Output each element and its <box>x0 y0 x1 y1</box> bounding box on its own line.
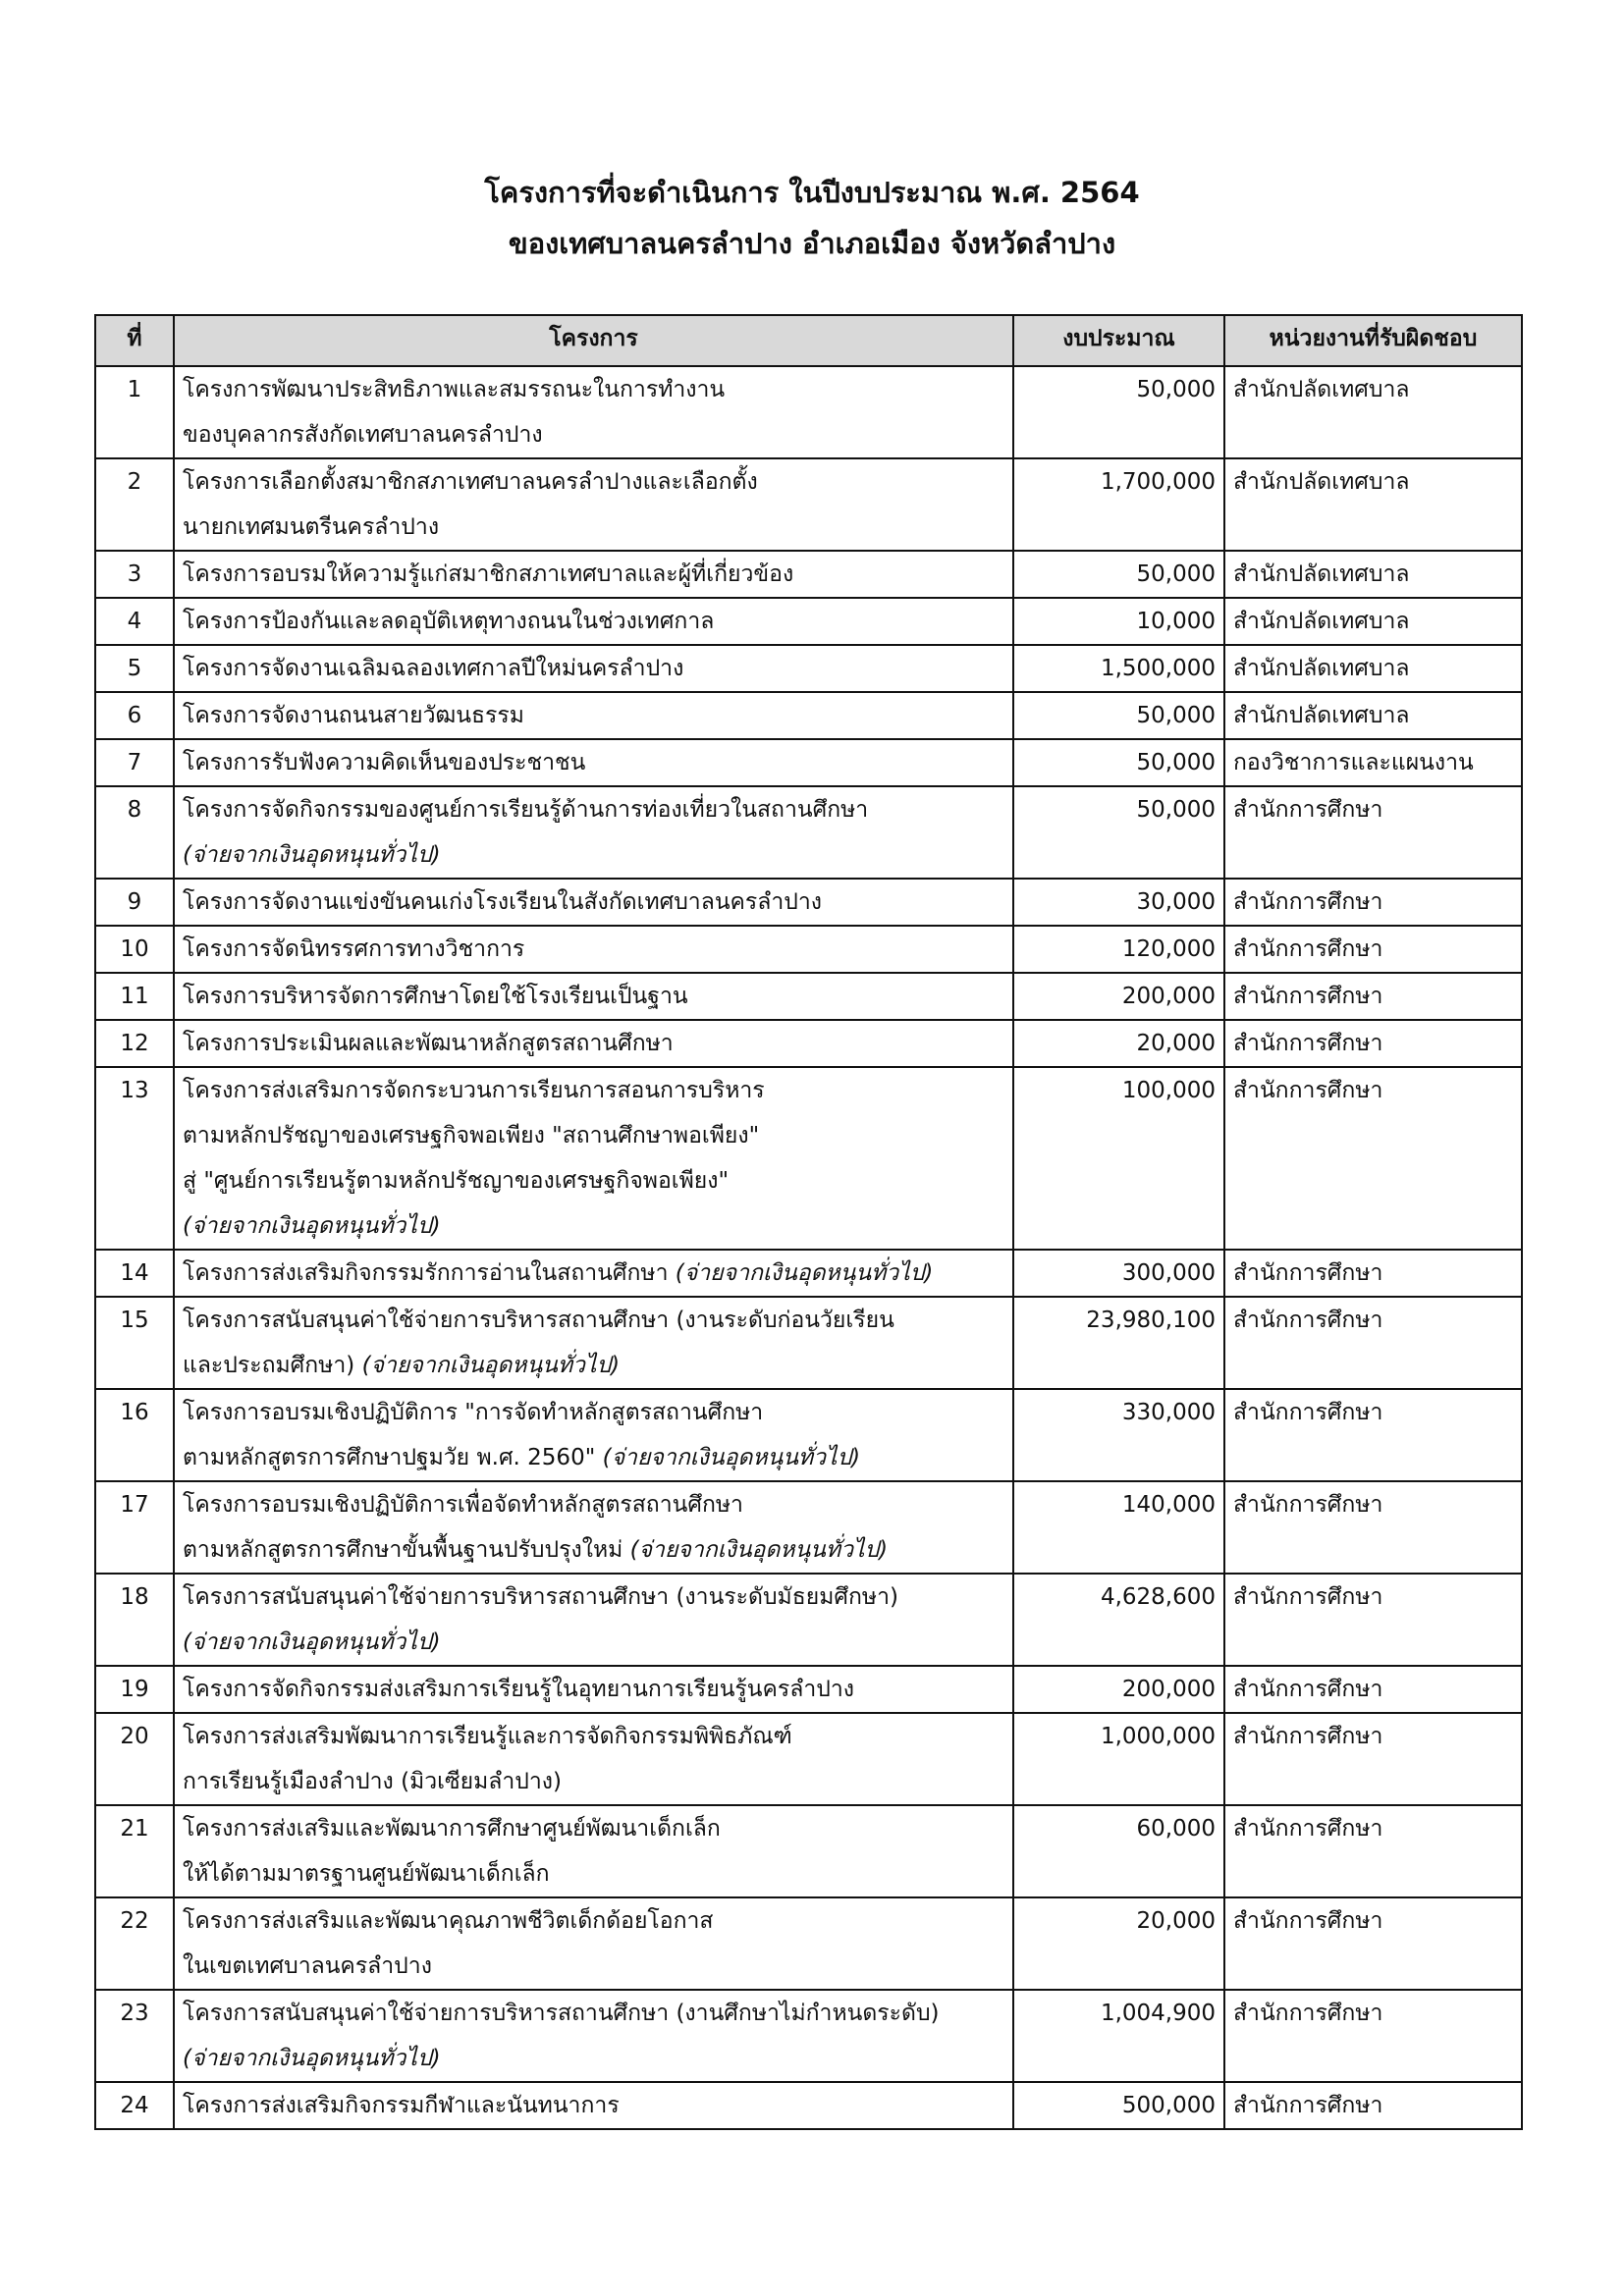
project-line <box>183 693 1004 738</box>
budget-cell: 1,700,000 <box>1013 458 1224 551</box>
project-line <box>183 1620 1004 1665</box>
header-project: โครงการ <box>174 315 1013 366</box>
project-cell <box>174 1990 1013 2082</box>
project-text: โครงการส่งเสริมกิจกรรมรักการอ่านในสถานศึกษา <box>183 1260 676 1286</box>
header-row <box>95 315 1522 366</box>
row-number: 16 <box>95 1389 174 1481</box>
department-cell: สำนักปลัดเทศบาล <box>1224 692 1522 739</box>
budget-cell: 200,000 <box>1013 973 1224 1020</box>
budget-cell: 60,000 <box>1013 1805 1224 1897</box>
budget-cell: 10,000 <box>1013 598 1224 645</box>
budget-cell: 4,628,600 <box>1013 1574 1224 1666</box>
department-cell: สำนักการศึกษา <box>1224 1574 1522 1666</box>
table-row <box>95 1067 1522 1250</box>
row-number: 10 <box>95 926 174 973</box>
budget-cell: 500,000 <box>1013 2082 1224 2129</box>
budget-cell: 140,000 <box>1013 1481 1224 1574</box>
row-number: 3 <box>95 551 174 598</box>
budget-cell: 50,000 <box>1013 739 1224 786</box>
project-line <box>183 1343 1004 1388</box>
department-cell: สำนักการศึกษา <box>1224 1897 1522 1990</box>
project-text: โครงการรับฟังความคิดเห็นของประชาชน <box>183 750 586 775</box>
project-line <box>183 1158 1004 1203</box>
row-number: 24 <box>95 2082 174 2129</box>
budget-cell: 20,000 <box>1013 1020 1224 1067</box>
department-cell: สำนักการศึกษา <box>1224 1389 1522 1481</box>
project-line <box>183 1390 1004 1435</box>
department-cell: กองวิชาการและแผนงาน <box>1224 739 1522 786</box>
project-line <box>183 1113 1004 1158</box>
header-budget: งบประมาณ <box>1013 315 1224 366</box>
project-line <box>183 1806 1004 1851</box>
row-number: 6 <box>95 692 174 739</box>
budget-cell: 200,000 <box>1013 1666 1224 1713</box>
project-text: โครงการบริหารจัดการศึกษาโดยใช้โรงเรียนเป็นฐาน <box>183 984 688 1009</box>
project-cell <box>174 458 1013 551</box>
row-number: 19 <box>95 1666 174 1713</box>
projects-table <box>94 314 1523 2130</box>
table-row <box>95 1297 1522 1389</box>
project-line <box>183 1851 1004 1896</box>
project-text: ในเขตเทศบาลนครลำปาง <box>183 1953 432 1979</box>
project-cell <box>174 1250 1013 1297</box>
project-text: โครงการสนับสนุนค่าใช้จ่ายการบริหารสถานศึกษา (งานระดับก่อนวัยเรียน <box>183 1308 894 1333</box>
funding-note: (จ่ายจากเงินอุดหนุนทั่วไป) <box>675 1260 934 1286</box>
project-cell <box>174 645 1013 692</box>
project-cell <box>174 879 1013 926</box>
department-cell: สำนักการศึกษา <box>1224 879 1522 926</box>
project-cell <box>174 692 1013 739</box>
title-line-1: โครงการที่จะดำเนินการ ในปีงบประมาณ พ.ศ. 2564 <box>484 176 1140 209</box>
project-text: โครงการส่งเสริมและพัฒนาการศึกษาศูนย์พัฒนาเด็กเล็ก <box>183 1816 721 1842</box>
department-cell: สำนักปลัดเทศบาล <box>1224 598 1522 645</box>
project-line <box>183 740 1004 785</box>
table-row <box>95 598 1522 645</box>
project-line <box>183 1527 1004 1573</box>
budget-cell: 1,500,000 <box>1013 645 1224 692</box>
row-number: 5 <box>95 645 174 692</box>
table-row <box>95 973 1522 1020</box>
project-cell <box>174 2082 1013 2129</box>
department-cell: สำนักการศึกษา <box>1224 1250 1522 1297</box>
project-line <box>183 880 1004 925</box>
funding-note: (จ่ายจากเงินอุดหนุนทั่วไป) <box>183 2046 441 2071</box>
project-text: ตามหลักสูตรการศึกษาปฐมวัย พ.ศ. 2560" <box>183 1445 603 1470</box>
funding-note: (จ่ายจากเงินอุดหนุนทั่วไป) <box>183 842 441 868</box>
table-row <box>95 1805 1522 1897</box>
budget-cell: 300,000 <box>1013 1250 1224 1297</box>
project-text: โครงการจัดงานแข่งขันคนเก่งโรงเรียนในสังกัดเทศบาลนครลำปาง <box>183 889 823 915</box>
project-line <box>183 787 1004 832</box>
project-line <box>183 974 1004 1019</box>
project-line <box>183 1759 1004 1804</box>
project-cell <box>174 1897 1013 1990</box>
row-number: 13 <box>95 1067 174 1250</box>
department-cell: สำนักการศึกษา <box>1224 1713 1522 1805</box>
budget-cell: 100,000 <box>1013 1067 1224 1250</box>
department-cell: สำนักปลัดเทศบาล <box>1224 458 1522 551</box>
department-cell: สำนักปลัดเทศบาล <box>1224 551 1522 598</box>
project-cell <box>174 973 1013 1020</box>
project-text: โครงการส่งเสริมกิจกรรมกีฬาและนันทนาการ <box>183 2093 620 2118</box>
project-line <box>183 1251 1004 1296</box>
page-title <box>0 167 1624 269</box>
project-line <box>183 1991 1004 2036</box>
project-line <box>183 552 1004 597</box>
project-text: โครงการป้องกันและลดอุบัติเหตุทางถนนในช่วงเทศกาล <box>183 609 715 634</box>
project-text: โครงการอบรมเชิงปฏิบัติการเพื่อจัดทำหลักสูตรสถานศึกษา <box>183 1492 743 1518</box>
project-line <box>183 646 1004 691</box>
project-line <box>183 1714 1004 1759</box>
project-cell <box>174 1574 1013 1666</box>
project-line <box>183 412 1004 457</box>
funding-note: (จ่ายจากเงินอุดหนุนทั่วไป) <box>183 1213 441 1239</box>
row-number: 12 <box>95 1020 174 1067</box>
project-line <box>183 927 1004 972</box>
table-body <box>95 366 1522 2129</box>
project-text: โครงการอบรมให้ความรู้แก่สมาชิกสภาเทศบาลและผู้ที่เกี่ยวข้อง <box>183 561 794 587</box>
project-line <box>183 459 1004 505</box>
department-cell: สำนักการศึกษา <box>1224 1481 1522 1574</box>
project-text: โครงการจัดนิทรรศการทางวิชาการ <box>183 936 525 962</box>
row-number: 7 <box>95 739 174 786</box>
project-line <box>183 1068 1004 1113</box>
project-text: โครงการส่งเสริมพัฒนาการเรียนรู้และการจัดกิจกรรมพิพิธภัณฑ์ <box>183 1724 792 1749</box>
table-row <box>95 1574 1522 1666</box>
project-line <box>183 367 1004 412</box>
department-cell: สำนักการศึกษา <box>1224 1805 1522 1897</box>
project-text: โครงการประเมินผลและพัฒนาหลักสูตรสถานศึกษา <box>183 1031 674 1056</box>
project-text: โครงการสนับสนุนค่าใช้จ่ายการบริหารสถานศึกษา (งานศึกษาไม่กำหนดระดับ) <box>183 2001 940 2026</box>
table-row <box>95 645 1522 692</box>
table-row <box>95 366 1522 458</box>
project-text: โครงการจัดงานถนนสายวัฒนธรรม <box>183 703 524 728</box>
row-number: 22 <box>95 1897 174 1990</box>
row-number: 18 <box>95 1574 174 1666</box>
department-cell: สำนักการศึกษา <box>1224 926 1522 973</box>
budget-cell: 20,000 <box>1013 1897 1224 1990</box>
row-number: 21 <box>95 1805 174 1897</box>
table-row <box>95 739 1522 786</box>
table-row <box>95 551 1522 598</box>
row-number: 4 <box>95 598 174 645</box>
project-cell <box>174 1020 1013 1067</box>
table-row <box>95 2082 1522 2129</box>
department-cell: สำนักการศึกษา <box>1224 1067 1522 1250</box>
project-line <box>183 1298 1004 1343</box>
project-line <box>183 1944 1004 1989</box>
department-cell: สำนักการศึกษา <box>1224 1990 1522 2082</box>
project-text: โครงการส่งเสริมการจัดกระบวนการเรียนการสอนการบริหาร <box>183 1078 765 1103</box>
project-line <box>183 505 1004 550</box>
table-row <box>95 1481 1522 1574</box>
table-row <box>95 1389 1522 1481</box>
table-row <box>95 458 1522 551</box>
department-cell: สำนักปลัดเทศบาล <box>1224 366 1522 458</box>
row-number: 17 <box>95 1481 174 1574</box>
project-cell <box>174 1481 1013 1574</box>
project-cell <box>174 598 1013 645</box>
budget-cell: 330,000 <box>1013 1389 1224 1481</box>
department-cell: สำนักการศึกษา <box>1224 1297 1522 1389</box>
row-number: 23 <box>95 1990 174 2082</box>
table-row <box>95 786 1522 879</box>
header-no: ที่ <box>95 315 174 366</box>
budget-cell: 50,000 <box>1013 366 1224 458</box>
project-cell <box>174 1666 1013 1713</box>
budget-cell: 1,000,000 <box>1013 1713 1224 1805</box>
project-text: การเรียนรู้เมืองลำปาง (มิวเซียมลำปาง) <box>183 1769 562 1794</box>
project-cell <box>174 739 1013 786</box>
project-line <box>183 1435 1004 1480</box>
project-text: และประถมศึกษา) <box>183 1353 362 1378</box>
budget-cell: 30,000 <box>1013 879 1224 926</box>
budget-cell: 50,000 <box>1013 692 1224 739</box>
funding-note: (จ่ายจากเงินอุดหนุนทั่วไป) <box>629 1537 889 1563</box>
project-line <box>183 1667 1004 1712</box>
project-cell <box>174 1389 1013 1481</box>
project-cell <box>174 1297 1013 1389</box>
department-cell: สำนักการศึกษา <box>1224 973 1522 1020</box>
table-row <box>95 1990 1522 2082</box>
project-cell <box>174 1713 1013 1805</box>
header-department: หน่วยงานที่รับผิดชอบ <box>1224 315 1522 366</box>
project-line <box>183 1575 1004 1620</box>
project-line <box>183 832 1004 878</box>
table-row <box>95 879 1522 926</box>
project-text: โครงการอบรมเชิงปฏิบัติการ "การจัดทำหลักสูตรสถานศึกษา <box>183 1400 764 1425</box>
project-text: โครงการเลือกตั้งสมาชิกสภาเทศบาลนครลำปางและเลือกตั้ง <box>183 469 758 495</box>
project-text: โครงการส่งเสริมและพัฒนาคุณภาพชีวิตเด็กด้อยโอกาส <box>183 1908 714 1934</box>
department-cell: สำนักปลัดเทศบาล <box>1224 645 1522 692</box>
project-text: โครงการจัดกิจกรรมของศูนย์การเรียนรู้ด้านการท่องเที่ยวในสถานศึกษา <box>183 797 869 823</box>
project-line <box>183 1203 1004 1249</box>
title-line-2: ของเทศบาลนครลำปาง อำเภอเมือง จังหวัดลำปาง <box>508 227 1116 260</box>
row-number: 8 <box>95 786 174 879</box>
project-text: ของบุคลากรสังกัดเทศบาลนครลำปาง <box>183 422 543 448</box>
project-line <box>183 1482 1004 1527</box>
project-text: โครงการจัดกิจกรรมส่งเสริมการเรียนรู้ในอุทยานการเรียนรู้นครลำปาง <box>183 1677 854 1702</box>
budget-cell: 120,000 <box>1013 926 1224 973</box>
table-row <box>95 926 1522 973</box>
project-cell <box>174 926 1013 973</box>
table-row <box>95 1020 1522 1067</box>
funding-note: (จ่ายจากเงินอุดหนุนทั่วไป) <box>183 1629 441 1655</box>
table-row <box>95 1666 1522 1713</box>
project-cell <box>174 1805 1013 1897</box>
budget-cell: 1,004,900 <box>1013 1990 1224 2082</box>
row-number: 20 <box>95 1713 174 1805</box>
department-cell: สำนักการศึกษา <box>1224 2082 1522 2129</box>
project-cell <box>174 1067 1013 1250</box>
funding-note: (จ่ายจากเงินอุดหนุนทั่วไป) <box>602 1445 861 1470</box>
project-line <box>183 1898 1004 1944</box>
funding-note: (จ่ายจากเงินอุดหนุนทั่วไป) <box>361 1353 621 1378</box>
table-row <box>95 1713 1522 1805</box>
project-text: ให้ได้ตามมาตรฐานศูนย์พัฒนาเด็กเล็ก <box>183 1861 550 1887</box>
row-number: 11 <box>95 973 174 1020</box>
table-row <box>95 692 1522 739</box>
project-text: สู่ "ศูนย์การเรียนรู้ตามหลักปรัชญาของเศรษฐกิจพอเพียง" <box>183 1168 730 1194</box>
row-number: 1 <box>95 366 174 458</box>
budget-cell: 50,000 <box>1013 786 1224 879</box>
department-cell: สำนักการศึกษา <box>1224 1666 1522 1713</box>
budget-cell: 50,000 <box>1013 551 1224 598</box>
project-cell <box>174 366 1013 458</box>
project-cell <box>174 786 1013 879</box>
project-text: ตามหลักสูตรการศึกษาขั้นพื้นฐานปรับปรุงใหม่ <box>183 1537 630 1563</box>
table-row <box>95 1897 1522 1990</box>
table-header <box>95 315 1522 366</box>
department-cell: สำนักการศึกษา <box>1224 1020 1522 1067</box>
project-cell <box>174 551 1013 598</box>
row-number: 15 <box>95 1297 174 1389</box>
budget-cell: 23,980,100 <box>1013 1297 1224 1389</box>
row-number: 14 <box>95 1250 174 1297</box>
project-text: ตามหลักปรัชญาของเศรษฐกิจพอเพียง "สถานศึกษาพอเพียง" <box>183 1123 760 1148</box>
project-text: โครงการจัดงานเฉลิมฉลองเทศกาลปีใหม่นครลำปาง <box>183 656 684 681</box>
project-line <box>183 599 1004 644</box>
project-line <box>183 1021 1004 1066</box>
project-text: นายกเทศมนตรีนครลำปาง <box>183 514 440 540</box>
table-row <box>95 1250 1522 1297</box>
row-number: 9 <box>95 879 174 926</box>
project-text: โครงการสนับสนุนค่าใช้จ่ายการบริหารสถานศึกษา (งานระดับมัธยมศึกษา) <box>183 1584 898 1610</box>
department-cell: สำนักการศึกษา <box>1224 786 1522 879</box>
project-line <box>183 2083 1004 2128</box>
row-number: 2 <box>95 458 174 551</box>
project-text: โครงการพัฒนาประสิทธิภาพและสมรรถนะในการทำงาน <box>183 377 726 402</box>
project-line <box>183 2036 1004 2081</box>
